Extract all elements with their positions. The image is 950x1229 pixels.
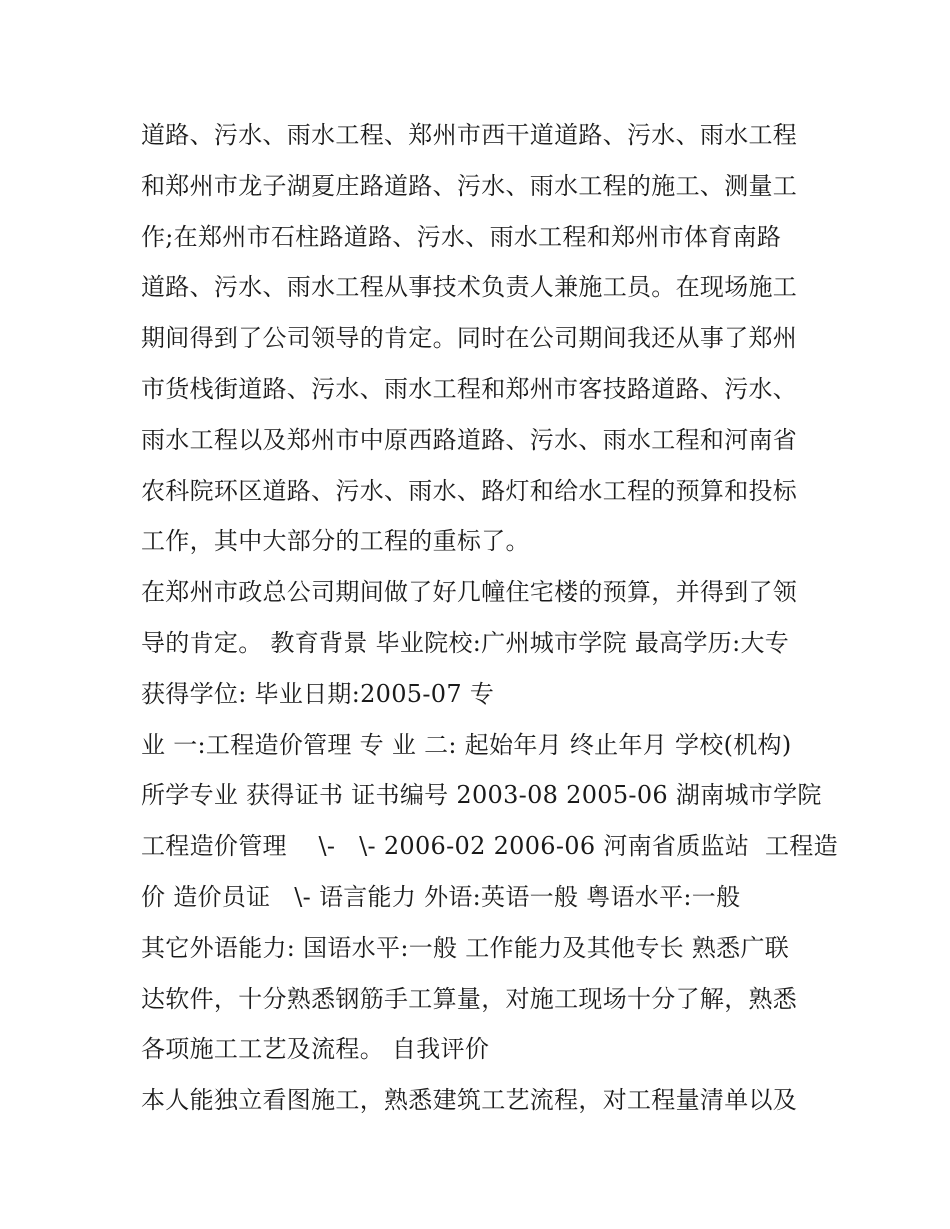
text-line: 期间得到了公司领导的肯定。同时在公司期间我还从事了郑州 xyxy=(141,324,798,353)
text-line: 在郑州市政总公司期间做了好几幢住宅楼的预算，并得到了领 xyxy=(141,578,798,607)
text-line: 其它外语能力: 国语水平:一般 工作能力及其他专长 熟悉广联 xyxy=(141,933,790,962)
text-line: 工作，其中大部分的工程的重标了。 xyxy=(141,527,530,556)
text-line: 作;在郑州市石柱路道路、污水、雨水工程和郑州市体育南路 xyxy=(141,222,782,251)
text-line: 所学专业 获得证书 证书编号 2003-08 2005-06 湖南城市学院 xyxy=(141,781,822,810)
text-line: 市货栈街道路、污水、雨水工程和郑州市客技路道路、污水、 xyxy=(141,374,798,403)
text-line: 导的肯定。 教育背景 毕业院校:广州城市学院 最高学历:大专 xyxy=(141,628,790,657)
text-line: 达软件，十分熟悉钢筋手工算量，对施工现场十分了解，熟悉 xyxy=(141,984,798,1013)
text-line: 获得学位: 毕业日期:2005-07 专 xyxy=(141,679,495,708)
text-line: 价 造价员证 \- 语言能力 外语:英语一般 粤语水平:一般 xyxy=(141,882,741,911)
text-line: 各项施工工艺及流程。 自我评价 xyxy=(141,1035,490,1064)
text-line: 农科院环区道路、污水、雨水、路灯和给水工程的预算和投标 xyxy=(141,476,798,505)
text-line: 业 一:工程造价管理 专 业 二: 起始年月 终止年月 学校(机构) xyxy=(141,730,792,759)
document-body-text xyxy=(141,110,838,1126)
text-line: 道路、污水、雨水工程、郑州市西干道道路、污水、雨水工程 xyxy=(141,121,798,149)
text-line: 和郑州市龙子湖夏庄路道路、污水、雨水工程的施工、测量工 xyxy=(141,171,798,200)
text-line: 本人能独立看图施工，熟悉建筑工艺流程，对工程量清单以及 xyxy=(141,1086,798,1115)
text-line: 道路、污水、雨水工程从事技术负责人兼施工员。在现场施工 xyxy=(141,273,798,302)
text-line: 雨水工程以及郑州市中原西路道路、污水、雨水工程和河南省 xyxy=(141,425,798,454)
text-line: 工程造价管理 \- \- 2006-02 2006-06 河南省质监站 工程造 xyxy=(141,832,838,861)
